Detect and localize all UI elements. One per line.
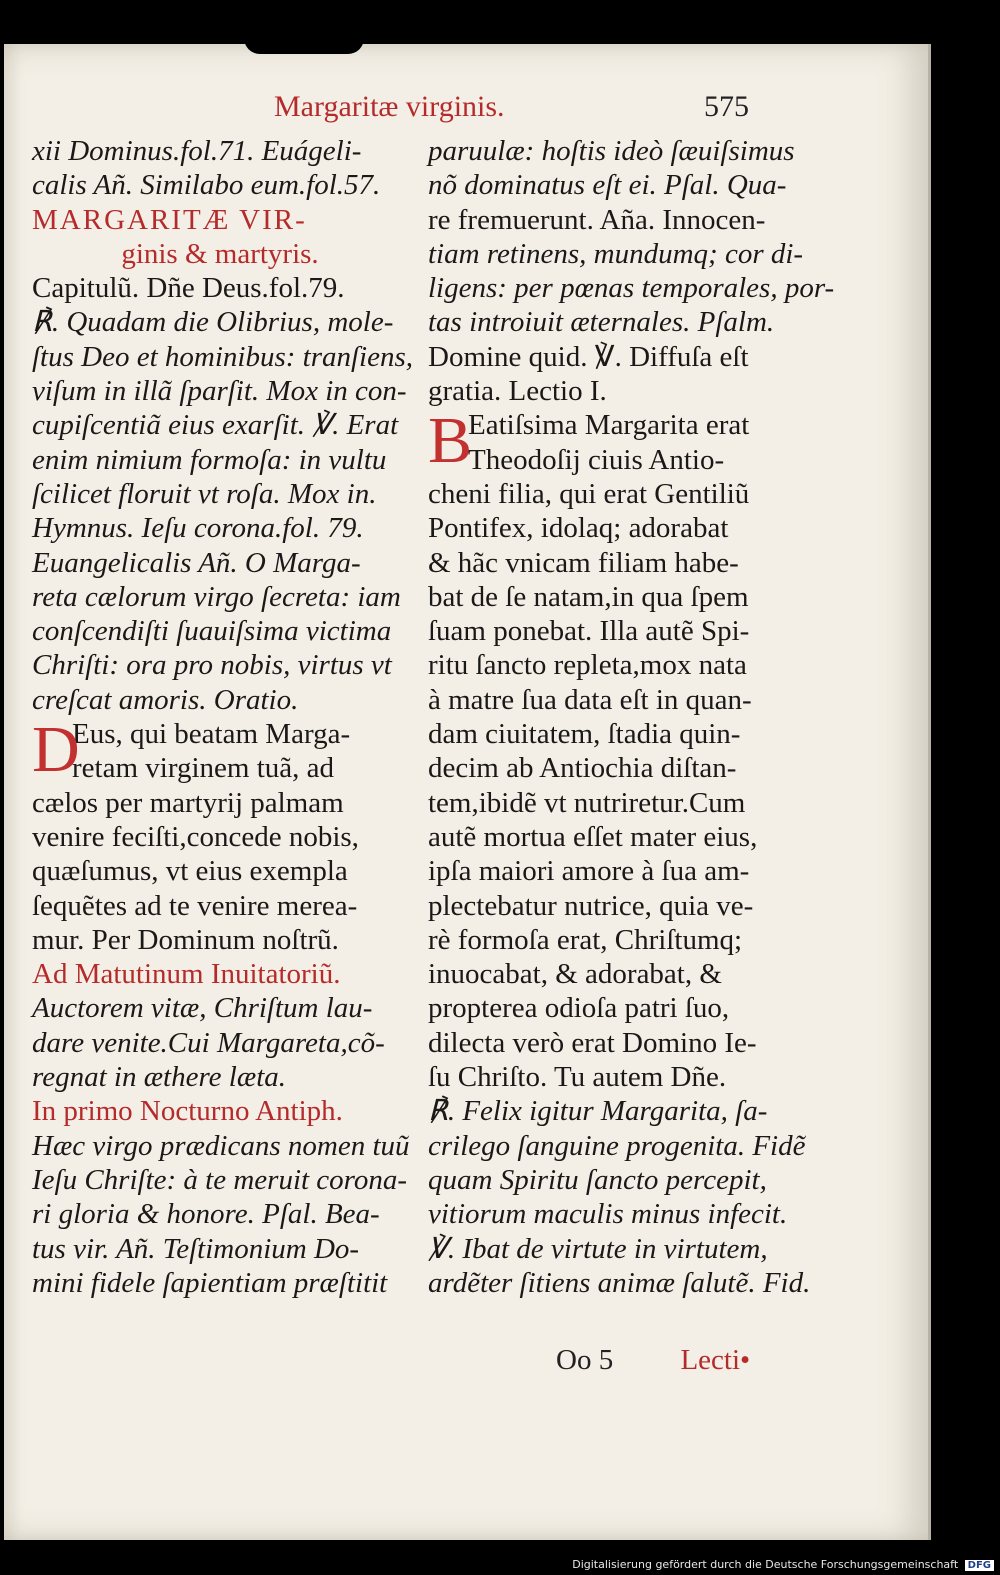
text-line: ipſa maiori amore à ſua am- bbox=[428, 855, 750, 888]
text-line: cheni filia, qui erat Gentiliũ bbox=[428, 477, 750, 510]
left-column bbox=[32, 134, 414, 1300]
text-line: enim nimium formoſa: in vultu bbox=[32, 443, 387, 476]
page-footer bbox=[556, 1344, 750, 1377]
text-line: Pontifex, idolaq; adorabat bbox=[428, 512, 729, 545]
signature-mark: Oo 5 bbox=[556, 1344, 614, 1376]
section-heading: In primo Nocturno Antiph. bbox=[32, 1095, 343, 1128]
oratio-paragraph bbox=[32, 713, 408, 787]
text-line: Domine quid. ℣. Diffuſa eſt bbox=[428, 340, 749, 373]
text-line: regnat in æthere læta. bbox=[32, 1061, 287, 1094]
text-line: re fremuerunt. Aña. Innocen- bbox=[428, 203, 766, 236]
text-line: paruulæ: hoſtis ideò ſæuiſsimus bbox=[428, 135, 795, 167]
text-line: propterea odioſa patri ſuo, bbox=[428, 992, 730, 1025]
book-page bbox=[4, 44, 931, 1540]
text-line: tiam retinens, mundumq; cor di- bbox=[428, 237, 804, 270]
text-line: vitiorum maculis minus infecit. bbox=[428, 1198, 788, 1231]
text-line: inuocabat, & adorabat, & bbox=[428, 958, 722, 991]
text-line: mur. Per Dominum noſtrũ. bbox=[32, 923, 339, 956]
text-line: mini fidele ſapientiam præſtitit bbox=[32, 1266, 388, 1299]
text-line: crilego ſanguine progenita. Fidẽ bbox=[428, 1129, 806, 1162]
text-line: tus vir. Añ. Teſtimonium Do- bbox=[32, 1232, 360, 1265]
text-line: ritu ſancto repleta,mox nata bbox=[428, 649, 747, 682]
text-line: Eatiſsima Margarita erat bbox=[468, 409, 750, 442]
page-number: 575 bbox=[704, 90, 749, 123]
right-column bbox=[428, 134, 835, 1300]
catchword: Lecti• bbox=[680, 1344, 751, 1376]
feast-heading: MARGARITÆ VIR- bbox=[32, 203, 307, 236]
text-line: ℣. Ibat de virtute in virtutem, bbox=[428, 1232, 768, 1265]
text-line: ſtus Deo et hominibus: tranſiens, bbox=[32, 340, 414, 373]
text-line: ſuam ponebat. Illa autẽ Spi- bbox=[428, 615, 750, 648]
text-line: Theodoſij ciuis Antio- bbox=[468, 443, 725, 476]
text-line: ℟. Felix igitur Margarita, ſa- bbox=[428, 1095, 768, 1128]
text-line: nõ dominatus eſt ei. Pſal. Qua- bbox=[428, 169, 787, 202]
text-line: cælos per martyrij palmam bbox=[32, 786, 344, 819]
text-line: tem,ibidẽ vt nutriretur.Cum bbox=[428, 786, 746, 819]
text-line: ri gloria & honore. Pſal. Bea- bbox=[32, 1198, 380, 1231]
section-heading: Ad Matutinum Inuitatoriũ. bbox=[32, 958, 341, 991]
text-line: calis Añ. Similabo eum.fol.57. bbox=[32, 169, 381, 202]
text-line: xii Dominus.fol.71. Euágeli- bbox=[32, 135, 362, 167]
text-line: venire feciſti,concede nobis, bbox=[32, 820, 359, 853]
drop-initial: D bbox=[32, 713, 80, 787]
text-line: Chriſti: ora pro nobis, virtus vt bbox=[32, 649, 392, 682]
drop-initial: B bbox=[428, 404, 473, 478]
text-line: quam Spiritu ſancto percepit, bbox=[428, 1163, 767, 1196]
text-line: dilecta verò erat Domino Ie- bbox=[428, 1026, 757, 1059]
text-line: autẽ mortua eſſet mater eius, bbox=[428, 820, 758, 853]
text-line: tas introiuit æternales. Pſalm. bbox=[428, 306, 775, 339]
text-line: dam ciuitatem, ſtadia quin- bbox=[428, 718, 741, 751]
dfg-logo-icon: DFG bbox=[965, 1560, 994, 1571]
text-line: Eus, qui beatam Marga- bbox=[72, 718, 351, 751]
text-line: conſcendiſti ſuauiſsima victima bbox=[32, 615, 392, 648]
text-line: ſequẽtes ad te venire merea- bbox=[32, 889, 358, 922]
text-line: ardẽter ſitiens animæ ſalutẽ. Fid. bbox=[428, 1266, 811, 1299]
digitization-credit bbox=[572, 1558, 994, 1571]
text-line: Euangelicalis Añ. O Marga- bbox=[32, 546, 361, 579]
text-line: Hymnus. Ieſu corona.fol. 79. bbox=[32, 512, 364, 545]
feast-heading: ginis & martyris. bbox=[121, 237, 319, 270]
lectio-paragraph bbox=[428, 404, 790, 478]
text-line: quæſumus, vt eius exempla bbox=[32, 855, 348, 888]
text-line: plectebatur nutrice, quia ve- bbox=[428, 889, 754, 922]
credit-text: Digitalisierung gefördert durch die Deutsche Forschungsgemeinschaft bbox=[572, 1558, 959, 1571]
text-line: rè formoſa erat, Chriſtumq; bbox=[428, 923, 743, 956]
text-line: ſu Chriſto. Tu autem Dñe. bbox=[428, 1061, 727, 1094]
text-line: ℟. Quadam die Olibrius, mole- bbox=[32, 306, 394, 339]
text-line: ligens: per pœnas temporales, por- bbox=[428, 272, 835, 305]
text-line: Capitulũ. Dñe Deus.fol.79. bbox=[32, 272, 345, 305]
text-line: reta cælorum virgo ſecreta: iam bbox=[32, 580, 401, 613]
text-line: Hæc virgo prædicans nomen tuũ bbox=[32, 1129, 410, 1162]
text-line: decim ab Antiochia diſtan- bbox=[428, 752, 737, 785]
text-line: ſcilicet floruit vt roſa. Mox in. bbox=[32, 477, 377, 510]
text-line: dare venite.Cui Margareta,cõ- bbox=[32, 1026, 385, 1059]
text-line: & hãc vnicam filiam habe- bbox=[428, 546, 739, 579]
text-line: viſum in illã ſparſit. Mox in con- bbox=[32, 375, 407, 408]
text-line: creſcat amoris. Oratio. bbox=[32, 683, 299, 716]
text-line: à matre ſua data eſt in quan- bbox=[428, 683, 752, 716]
text-line: bat de ſe natam,in qua ſpem bbox=[428, 580, 749, 613]
text-line: retam virginem tuã, ad bbox=[72, 752, 334, 785]
text-line: Ieſu Chriſte: à te meruit corona- bbox=[32, 1163, 408, 1196]
text-line: Auctorem vitæ, Chriſtum lau- bbox=[32, 992, 373, 1025]
text-line: cupiſcentiã eius exarſit. ℣. Erat bbox=[32, 409, 399, 442]
lectio-heading: gratia. Lectio I. bbox=[428, 375, 607, 408]
running-head: Margaritæ virginis. bbox=[274, 90, 505, 123]
